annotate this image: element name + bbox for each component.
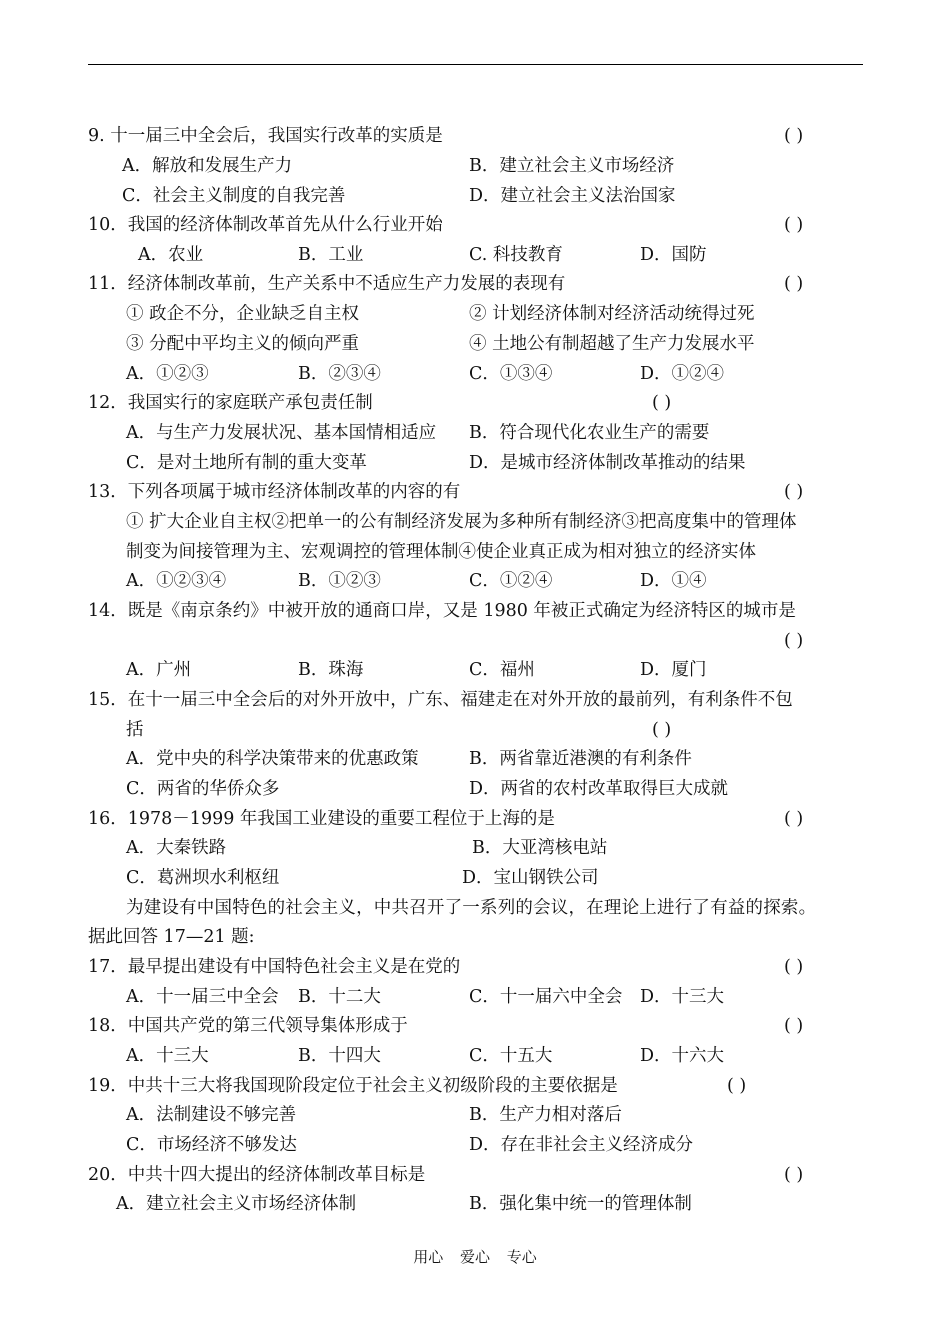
answer-bracket: ( )	[784, 215, 804, 235]
option-a: A．党中央的科学决策带来的优惠政策	[126, 749, 419, 769]
option-c: C．是对土地所有制的重大变革	[126, 453, 367, 473]
page-footer	[0, 1246, 950, 1267]
answer-bracket: ( )	[784, 274, 804, 294]
answer-bracket: ( )	[784, 631, 804, 651]
option-c: C．社会主义制度的自我完善	[122, 186, 346, 206]
option-a: A．解放和发展生产力	[122, 156, 293, 176]
answer-bracket: ( )	[784, 126, 804, 146]
option-d: D．建立社会主义法治国家	[469, 186, 676, 206]
option-d: D．厦门	[640, 660, 707, 680]
option-d: D．十六大	[640, 1046, 725, 1066]
option-c: C．①③④	[469, 364, 553, 384]
footer-word: 专心	[506, 1248, 537, 1266]
option-a: A．①②③④	[126, 571, 227, 591]
option-b: B．②③④	[298, 364, 381, 384]
option-c: C．葛洲坝水利枢纽	[126, 868, 280, 888]
statements-line-2: 制变为间接管理为主、宏观调控的管理体制④使企业真正成为相对独立的经济实体	[126, 542, 756, 562]
option-c: C．市场经济不够发达	[126, 1135, 297, 1155]
option-d: D．国防	[640, 245, 707, 265]
question-19-stem: 19．中共十三大将我国现阶段定位于社会主义初级阶段的主要依据是	[88, 1076, 618, 1096]
option-b: B．强化集中统一的管理体制	[469, 1194, 692, 1214]
option-b: B．符合现代化农业生产的需要	[469, 423, 710, 443]
answer-bracket: ( )	[652, 720, 672, 740]
question-15-stem-continued: 括	[126, 720, 144, 740]
answer-bracket: ( )	[784, 957, 804, 977]
question-18-stem: 18．中国共产党的第三代领导集体形成于	[88, 1016, 408, 1036]
option-a: A．十一届三中全会	[126, 987, 279, 1007]
option-a: A．广州	[126, 660, 192, 680]
option-a: A．建立社会主义市场经济体制	[116, 1194, 357, 1214]
answer-bracket: ( )	[727, 1076, 747, 1096]
option-b: B．珠海	[298, 660, 364, 680]
question-17-stem: 17．最早提出建设有中国特色社会主义是在党的	[88, 957, 461, 977]
option-a: A．十三大	[126, 1046, 209, 1066]
option-b: B．十四大	[298, 1046, 381, 1066]
section-intro-continued: 据此回答 17—21 题:	[88, 927, 255, 947]
option-b: B．工业	[298, 245, 364, 265]
option-a: A．大秦铁路	[126, 838, 227, 858]
option-a: A．与生产力发展状况、基本国情相适应	[126, 423, 437, 443]
option-c: C．十一届六中全会	[469, 987, 623, 1007]
option-c: C．福州	[469, 660, 535, 680]
answer-bracket: ( )	[784, 809, 804, 829]
option-d: D．两省的农村改革取得巨大成就	[469, 779, 729, 799]
question-10-stem: 10．我国的经济体制改革首先从什么行业开始	[88, 215, 443, 235]
answer-bracket: ( )	[784, 482, 804, 502]
question-13-stem: 13．下列各项属于城市经济体制改革的内容的有	[88, 482, 461, 502]
option-a: A．①②③	[126, 364, 209, 384]
option-c: C. 科技教育	[469, 245, 563, 265]
statement-4: ④ 土地公有制超越了生产力发展水平	[469, 334, 755, 354]
header-rule	[88, 64, 863, 65]
question-16-stem: 16．1978－1999 年我国工业建设的重要工程位于上海的是	[88, 809, 555, 829]
footer-word: 用心	[413, 1248, 444, 1266]
question-20-stem: 20．中共十四大提出的经济体制改革目标是	[88, 1165, 426, 1185]
option-a: A．农业	[138, 245, 204, 265]
question-15-stem: 15．在十一届三中全会后的对外开放中，广东、福建走在对外开放的最前列，有利条件不包	[88, 690, 793, 710]
option-d: D．宝山钢铁公司	[462, 868, 599, 888]
question-11-stem: 11．经济体制改革前，生产关系中不适应生产力发展的表现有	[88, 274, 566, 294]
question-12-stem: 12．我国实行的家庭联产承包责任制	[88, 393, 373, 413]
answer-bracket: ( )	[652, 393, 672, 413]
statement-3: ③ 分配中平均主义的倾向严重	[126, 334, 360, 354]
question-9-stem: 9. 十一届三中全会后，我国实行改革的实质是	[88, 126, 443, 146]
option-a: A．法制建设不够完善	[126, 1105, 297, 1125]
option-c: C．十五大	[469, 1046, 553, 1066]
option-d: D．是城市经济体制改革推动的结果	[469, 453, 746, 473]
statements-line-1: ① 扩大企业自主权②把单一的公有制经济发展为多种所有制经济③把高度集中的管理体	[126, 512, 797, 532]
option-c: C．两省的华侨众多	[126, 779, 280, 799]
answer-bracket: ( )	[784, 1016, 804, 1036]
option-b: B．①②③	[298, 571, 381, 591]
option-b: B．大亚湾核电站	[472, 838, 608, 858]
statement-2: ② 计划经济体制对经济活动统得过死	[469, 304, 755, 324]
option-b: B．生产力相对落后	[469, 1105, 622, 1125]
option-d: D．①②④	[640, 364, 725, 384]
option-b: B．建立社会主义市场经济	[469, 156, 675, 176]
statement-1: ① 政企不分，企业缺乏自主权	[126, 304, 360, 324]
option-c: C．①②④	[469, 571, 553, 591]
option-d: D．①④	[640, 571, 707, 591]
footer-word: 爱心	[459, 1248, 490, 1266]
option-b: B．两省靠近港澳的有利条件	[469, 749, 692, 769]
option-b: B．十二大	[298, 987, 381, 1007]
section-intro: 为建设有中国特色的社会主义，中共召开了一系列的会议，在理论上进行了有益的探索。	[126, 898, 817, 918]
option-d: D．存在非社会主义经济成分	[469, 1135, 694, 1155]
answer-bracket: ( )	[784, 1165, 804, 1185]
question-14-stem: 14．既是《南京条约》中被开放的通商口岸，又是 1980 年被正式确定为经济特区的城市是	[88, 601, 796, 621]
option-d: D．十三大	[640, 987, 725, 1007]
